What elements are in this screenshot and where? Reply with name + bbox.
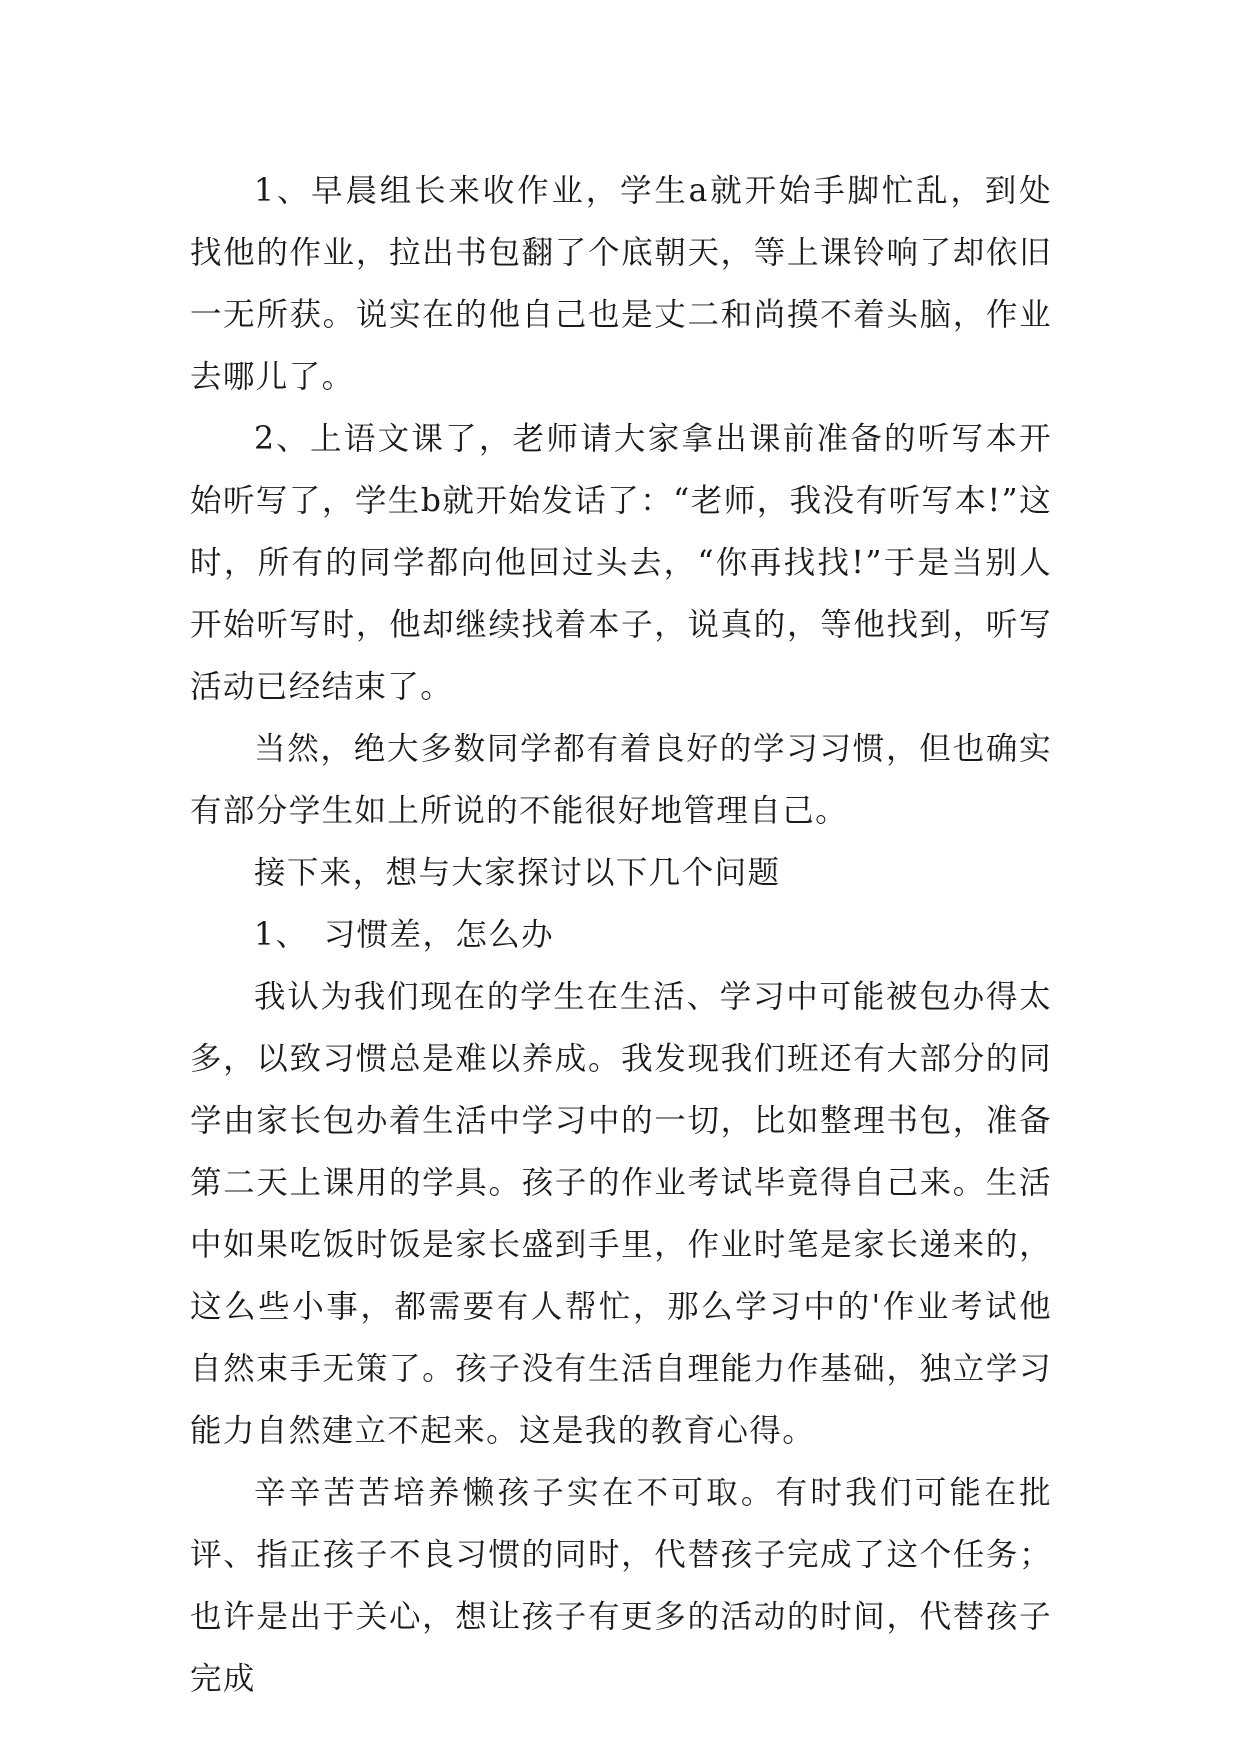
paragraph-homework-example: 1、早晨组长来收作业，学生a就开始手脚忙乱，到处找他的作业，拉出书包翻了个底朝天，等上课铃响了却依旧一无所获。说实在的他自己也是丈二和尚摸不着头脑，作业去哪儿了。 <box>190 173 1052 395</box>
paragraph-discussion-intro: 接下来，想与大家探讨以下几个问题 <box>254 855 781 891</box>
paragraph-dictation-example: 2、上语文课了，老师请大家拿出课前准备的听写本开始听写了，学生b就开始发话了：“老师，我没有听写本!”这时，所有的同学都向他回过头去，“你再找找!”于是当别人开始听写时，他却继续找着本子，说真的，等他找到，听写活动已经结束了。 <box>190 421 1052 705</box>
section-heading-bad-habits: 1、 习惯差，怎么办 <box>254 917 555 953</box>
paragraph-overparenting: 我认为我们现在的学生在生活、学习中可能被包办得太多，以致习惯总是难以养成。我发现我们班还有大部分的同学由家长包办着生活中学习中的一切，比如整理书包，准备第二天上课用的学具。孩子的作业考试毕竟得自己来。生活中如果吃饭时饭是家长盛到手里，作业时笔是家长递来的，这么些小事，都需要有人帮忙，那么学习中的'作业考试他自然束手无策了。孩子没有生活自理能力作基础，独立学习能力自然建立不起来。这是我的教育心得。 <box>190 979 1052 1449</box>
paragraph-lazy-children: 辛辛苦苦培养懒孩子实在不可取。有时我们可能在批评、指正孩子不良习惯的同时，代替孩子完成了这个任务；也许是出于关心，想让孩子有更多的活动的时间，代替孩子完成 <box>190 1475 1052 1697</box>
document-body <box>190 160 1052 1710</box>
paragraph-good-habits: 当然，绝大多数同学都有着良好的学习习惯，但也确实有部分学生如上所说的不能很好地管理自己。 <box>190 731 1052 829</box>
